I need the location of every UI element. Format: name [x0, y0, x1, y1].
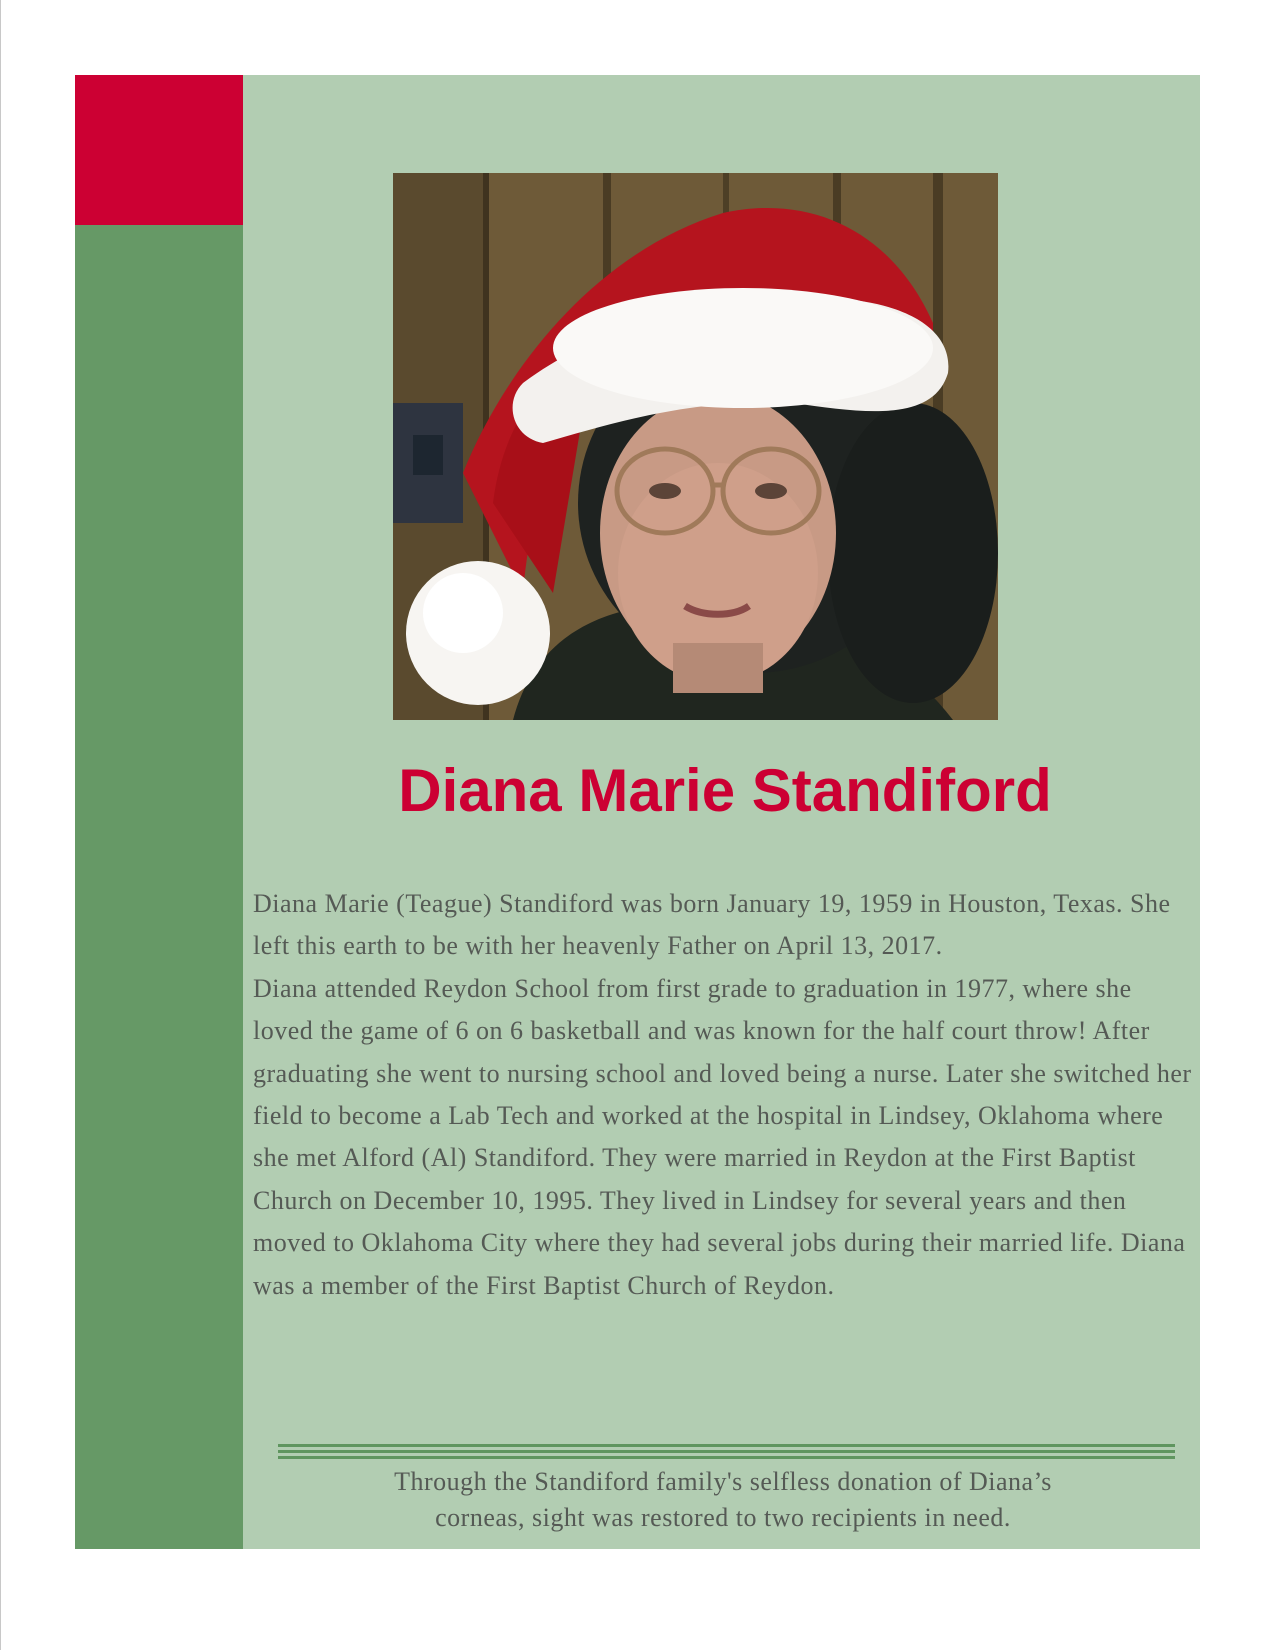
- accent-block: [75, 75, 243, 225]
- page-edge: [0, 0, 1, 1650]
- bio-paragraph: Diana Marie (Teague) Standiford was born January 19, 1959 in Houston, Texas. She left this earth to be with her heavenly Father on April 13, 2017.: [253, 889, 1171, 961]
- bio-paragraph: Diana attended Reydon School from first grade to graduation in 1977, where she loved the game of 6 on 6 basketball and was known for the half court throw! After graduating she went to nursing school and loved being a nurse. Later she switched her field to become a Lab Tech and worked at the hospital in Lindsey, Oklahoma where she met Alford (Al) Standiford. They were married in Reydon at the First Baptist Church on December 10, 1995. They lived in Lindsey for several years and then moved to Oklahoma City where they had several jobs during their married life. Diana was a member of the First Baptist Church of Reydon.: [253, 973, 1192, 1300]
- portrait-photo: [393, 173, 998, 720]
- memorial-panel: [75, 75, 1200, 1549]
- divider-line: [278, 1456, 1175, 1459]
- sidebar-stripe: [75, 225, 243, 1549]
- tribute-line: corneas, sight was restored to two recipients in need.: [435, 1503, 1011, 1532]
- biography: [253, 883, 1193, 1307]
- divider-line: [278, 1450, 1175, 1453]
- tribute-line: Through the Standiford family's selfless donation of Diana’s: [394, 1467, 1052, 1496]
- deceased-name: Diana Marie Standiford: [398, 757, 1052, 824]
- donation-tribute: [253, 1464, 1193, 1536]
- divider-line: [278, 1444, 1175, 1447]
